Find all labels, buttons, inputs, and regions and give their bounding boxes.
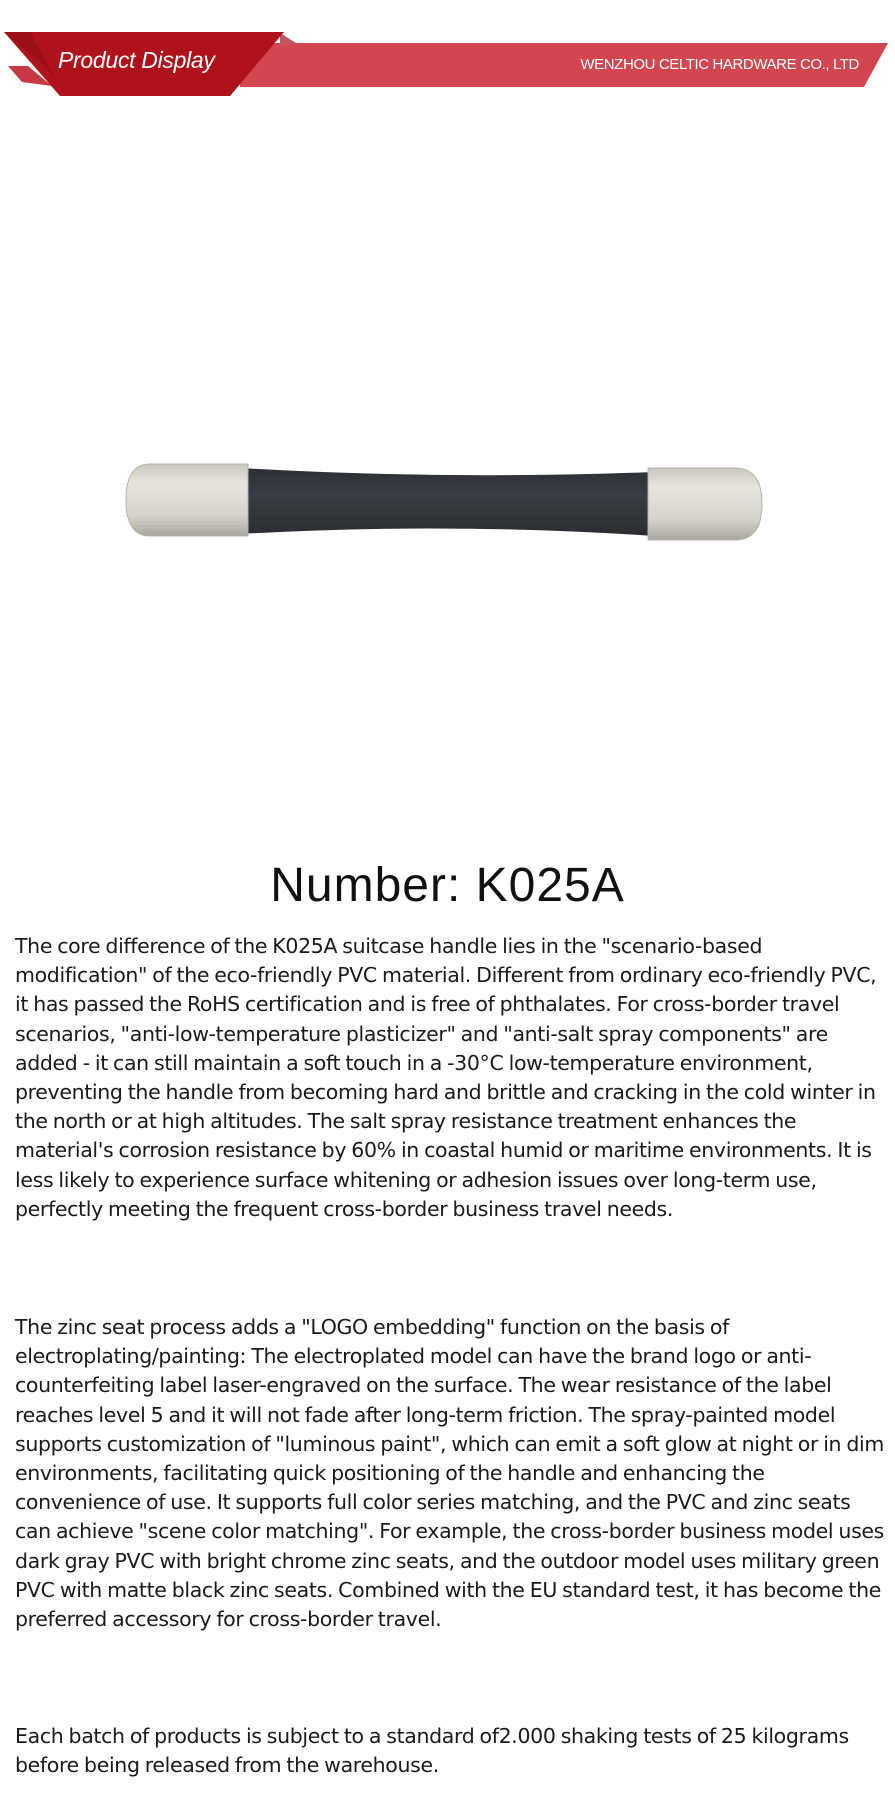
description-paragraph-zinc-seat: The zinc seat process adds a "LOGO embedding" function on the basis of electroplating/painting: The electroplated model can have the brand logo or anti-counterfeiting label laser-engraved on the surface. The wear resistance of the label reaches level 5 and it will not fade after long-term friction. The spray-painted model supports customization of "luminous paint", which can emit a soft glow at night or in dim environments, facilitating quick positioning of the handle and enhancing the convenience of use. It supports full color series matching, and the PVC and zinc seats can achieve "scene color matching". For example, the cross-border business model uses dark gray PVC with bright chrome zinc seats, and the outdoor model uses military green PVC with matte black zinc seats. Combined with the EU standard test, it has become the preferred accessory for cross-border travel. (15, 1315, 884, 1632)
banner-title: Product Display (58, 47, 215, 73)
product-number-heading: Number: K025A (270, 859, 625, 912)
suitcase-handle-icon (120, 458, 770, 543)
description-paragraph-material: The core difference of the K025A suitcase handle lies in the "scenario-based modification" of the eco-friendly PVC material. Different from ordinary eco-friendly PVC, it has passed the RoHS certification and is free of phthalates. For cross-border travel scenarios, "anti-low-temperature plasticizer" and "anti-salt spray components" are added - it can still maintain a soft touch in a -30°C low-temperature environment, preventing the handle from becoming hard and brittle and cracking in the cold winter in the north or at high altitudes. The salt spray resistance treatment enhances the material's corrosion resistance by 60% in coastal humid or maritime environments. It is less likely to experience surface whitening or adhesion issues over long-term use, perfectly meeting the frequent cross-border business travel needs. (15, 934, 877, 1221)
description-paragraph-testing: Each batch of products is subject to a standard of2.000 shaking tests of 25 kilograms before being released from the warehouse. (15, 1724, 849, 1778)
header-banner (0, 0, 895, 110)
product-image (120, 458, 770, 543)
company-name: WENZHOU CELTIC HARDWARE CO., LTD (580, 56, 859, 73)
